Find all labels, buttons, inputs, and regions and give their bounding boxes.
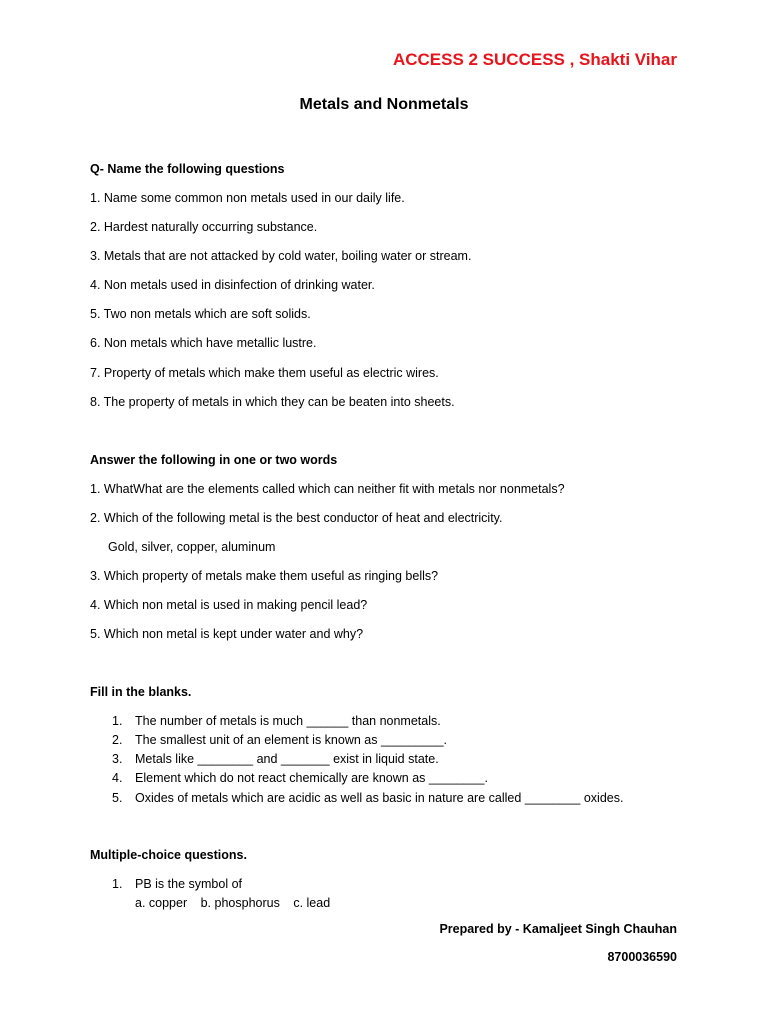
- section1-item: 2. Hardest naturally occurring substance.: [90, 220, 318, 234]
- section1-item: 3. Metals that are not attacked by cold water, boiling water or stream.: [90, 249, 472, 263]
- list-item-number: 5.: [112, 791, 123, 805]
- phone-number: 8700036590: [607, 950, 677, 964]
- section1-item: 5. Two non metals which are soft solids.: [90, 307, 311, 321]
- section3-heading: Fill in the blanks.: [90, 685, 192, 699]
- list-item-number: 2.: [112, 733, 123, 747]
- list-item: [112, 733, 447, 747]
- page-title: Metals and Nonmetals: [299, 96, 469, 113]
- mcq-option: b. phosphorus: [200, 896, 280, 910]
- list-item: [112, 752, 439, 766]
- section2-item: 2. Which of the following metal is the best conductor of heat and electricity.: [90, 511, 503, 525]
- list-item-number: 3.: [112, 752, 123, 766]
- section1-item: 6. Non metals which have metallic lustre.: [90, 336, 317, 350]
- section1-heading: Q- Name the following questions: [90, 162, 285, 176]
- list-item: [112, 791, 623, 805]
- section2-item: 1. WhatWhat are the elements called which can neither fit with metals nor nonmetals?: [90, 482, 565, 496]
- section1-item: 7. Property of metals which make them useful as electric wires.: [90, 366, 439, 380]
- section2-item2-options: Gold, silver, copper, aluminum: [108, 540, 276, 554]
- list-item-number: 1.: [112, 714, 123, 728]
- section4-heading: Multiple-choice questions.: [90, 848, 247, 862]
- list-item: [112, 877, 242, 891]
- section2-item: 4. Which non metal is used in making pencil lead?: [90, 598, 368, 612]
- mcq-option: a. copper: [135, 896, 188, 910]
- section2-item: 5. Which non metal is kept under water and why?: [90, 627, 364, 641]
- list-item-text: Element which do not react chemically are known as ________.: [135, 771, 488, 785]
- section2-item: 3. Which property of metals make them useful as ringing bells?: [90, 569, 439, 583]
- section2-heading: Answer the following in one or two words: [90, 453, 338, 467]
- list-item: [112, 714, 441, 728]
- list-item-text: Oxides of metals which are acidic as well as basic in nature are called ________ oxides.: [135, 791, 624, 805]
- list-item-text: PB is the symbol of: [135, 877, 242, 891]
- prepared-by: Prepared by - Kamaljeet Singh Chauhan: [439, 922, 677, 936]
- list-item-text: Metals like ________ and _______ exist in liquid state.: [135, 752, 439, 766]
- section1-item: 1. Name some common non metals used in our daily life.: [90, 191, 405, 205]
- section1-item: 8. The property of metals in which they can be beaten into sheets.: [90, 395, 455, 409]
- list-item-text: The smallest unit of an element is known as _________.: [135, 733, 447, 747]
- list-item-text: The number of metals is much ______ than nonmetals.: [135, 714, 441, 728]
- list-item-number: 4.: [112, 771, 123, 785]
- list-item: [112, 771, 488, 785]
- section1-item: 4. Non metals used in disinfection of drinking water.: [90, 278, 375, 292]
- brand-header: ACCESS 2 SUCCESS , Shakti Vihar: [392, 50, 677, 69]
- mcq-options: [135, 896, 340, 910]
- mcq-option: c. lead: [293, 896, 331, 910]
- list-item-number: 1.: [112, 877, 123, 891]
